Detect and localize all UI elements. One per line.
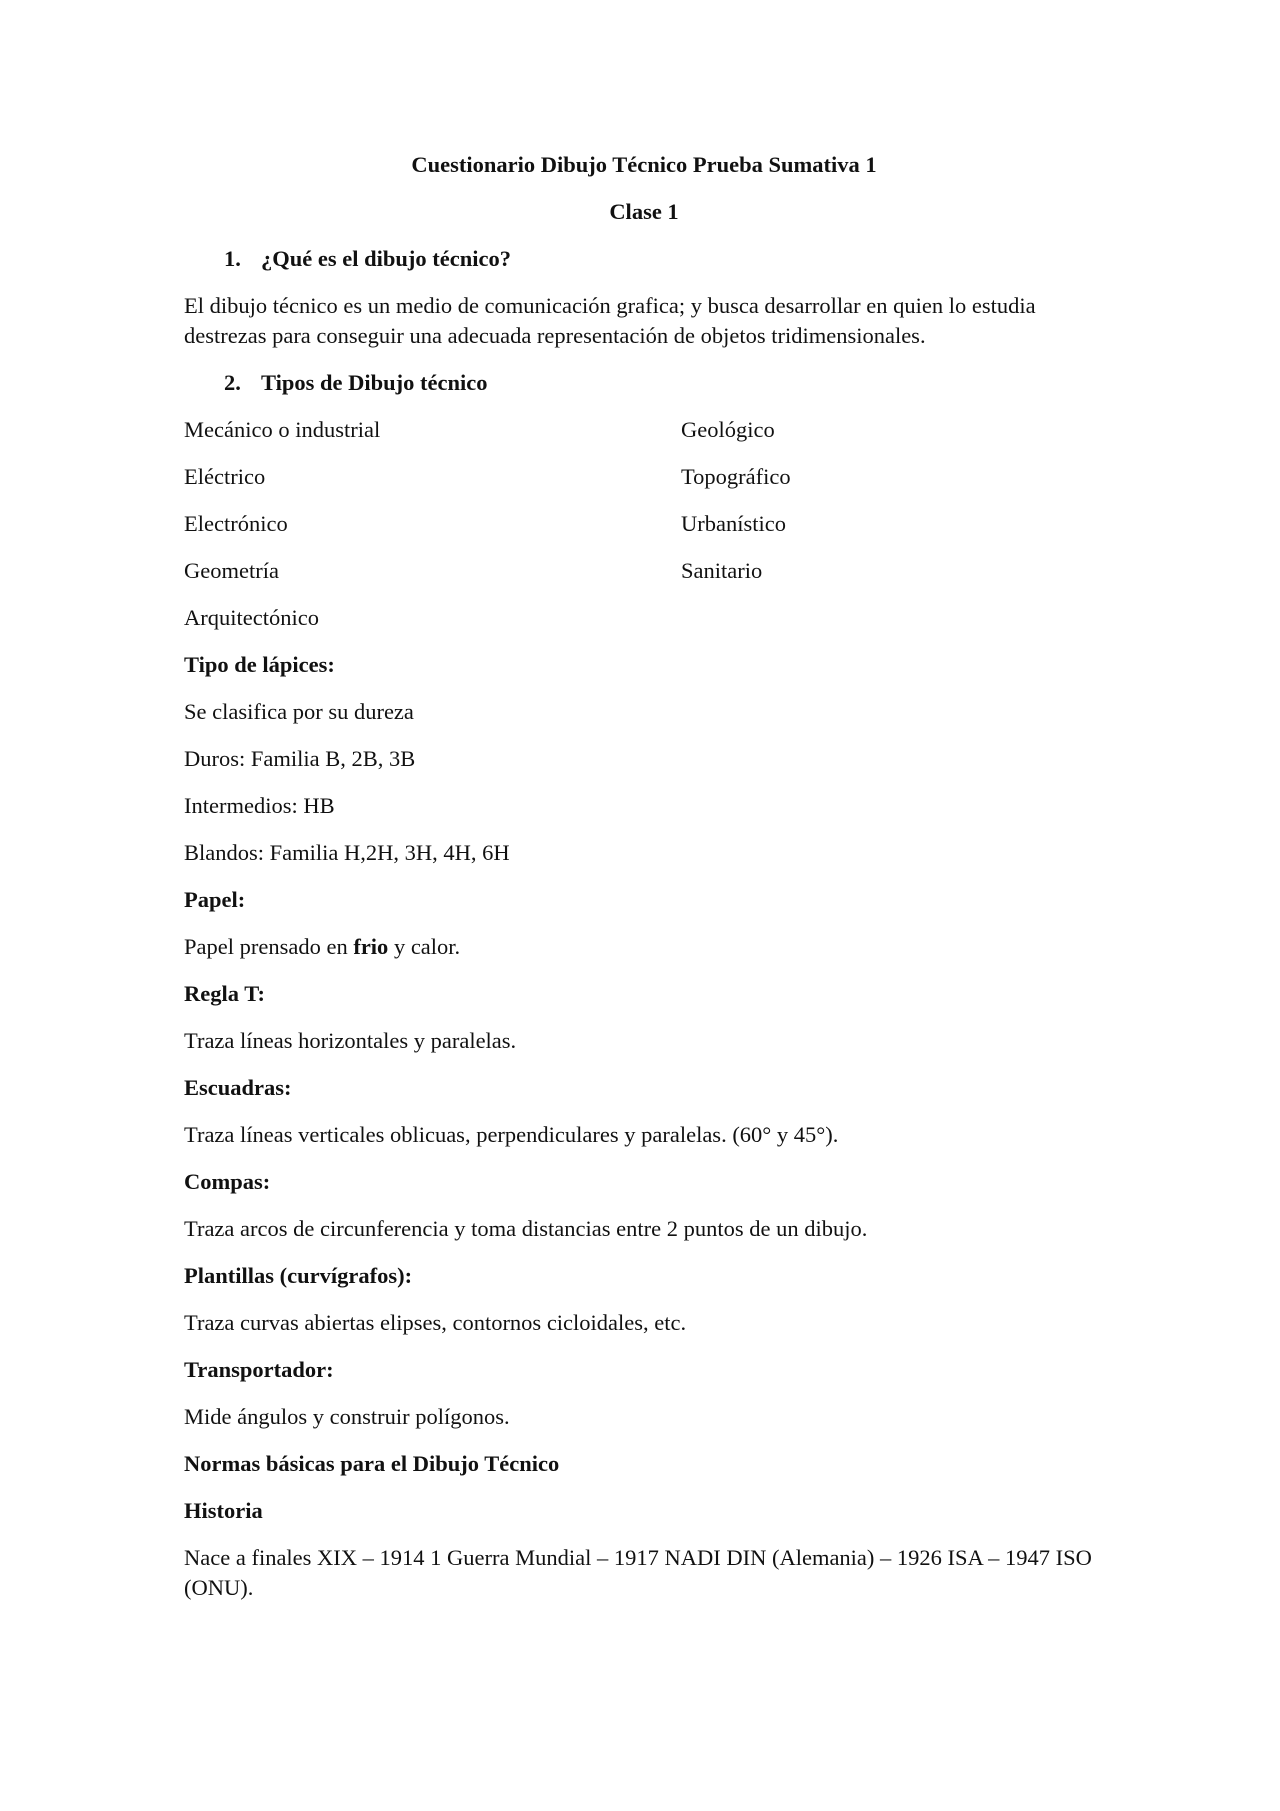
paper-text-bold: frio [353, 934, 389, 959]
drawing-type-item: Geológico [681, 417, 775, 442]
question-2 [184, 368, 1104, 398]
history-heading: Historia [184, 1498, 263, 1523]
compass-heading: Compas: [184, 1169, 271, 1194]
history-text: Nace a finales XIX – 1914 1 Guerra Mundial – 1917 NADI DIN (Alemania) – 1926 ISA – 1947 ISO (ONU). [184, 1545, 1092, 1600]
pencils-intro: Se clasifica por su dureza [184, 699, 414, 724]
drawing-type-item: Eléctrico [184, 464, 266, 489]
paper-text [184, 932, 1104, 962]
document-title: Cuestionario Dibujo Técnico Prueba Sumativa 1 [411, 152, 877, 177]
pencils-medium: Intermedios: HB [184, 793, 335, 818]
question-1 [184, 244, 1104, 274]
protractor-heading: Transportador: [184, 1357, 334, 1382]
paper-text-start: Papel prensado en [184, 934, 354, 959]
pencils-heading: Tipo de lápices: [184, 652, 335, 677]
drawing-type-item: Geometría [184, 558, 279, 583]
question-1-answer: El dibujo técnico es un medio de comunicación grafica; y busca desarrollar en quien lo estudia destrezas para conseguir una adecuada representación de objetos tridimensionales. [184, 293, 1036, 348]
templates-text: Traza curvas abiertas elipses, contornos cicloidales, etc. [184, 1310, 687, 1335]
norms-heading: Normas básicas para el Dibujo Técnico [184, 1451, 560, 1476]
drawing-type-item: Electrónico [184, 511, 288, 536]
pencils-soft: Blandos: Familia H,2H, 3H, 4H, 6H [184, 840, 510, 865]
drawing-type-item: Mecánico o industrial [184, 417, 381, 442]
set-squares-heading: Escuadras: [184, 1075, 292, 1100]
question-1-text: ¿Qué es el dibujo técnico? [261, 246, 511, 271]
pencils-hard: Duros: Familia B, 2B, 3B [184, 746, 416, 771]
question-2-number: 2. [224, 370, 241, 395]
drawing-types-list [184, 415, 1104, 633]
drawing-type-item: Arquitectónico [184, 605, 319, 630]
document-subtitle: Clase 1 [609, 199, 679, 224]
protractor-text: Mide ángulos y construir polígonos. [184, 1404, 510, 1429]
t-square-text: Traza líneas horizontales y paralelas. [184, 1028, 517, 1053]
set-squares-text: Traza líneas verticales oblicuas, perpendiculares y paralelas. (60° y 45°). [184, 1122, 839, 1147]
compass-text: Traza arcos de circunferencia y toma distancias entre 2 puntos de un dibujo. [184, 1216, 868, 1241]
t-square-heading: Regla T: [184, 981, 266, 1006]
drawing-type-item: Sanitario [681, 558, 763, 583]
drawing-type-item: Urbanístico [681, 511, 786, 536]
document-page [184, 150, 1104, 1620]
paper-heading: Papel: [184, 887, 246, 912]
question-1-number: 1. [224, 246, 241, 271]
question-2-text: Tipos de Dibujo técnico [261, 370, 488, 395]
paper-text-end: y calor. [388, 934, 461, 959]
templates-heading: Plantillas (curvígrafos): [184, 1263, 413, 1288]
drawing-type-item: Topográfico [681, 464, 791, 489]
